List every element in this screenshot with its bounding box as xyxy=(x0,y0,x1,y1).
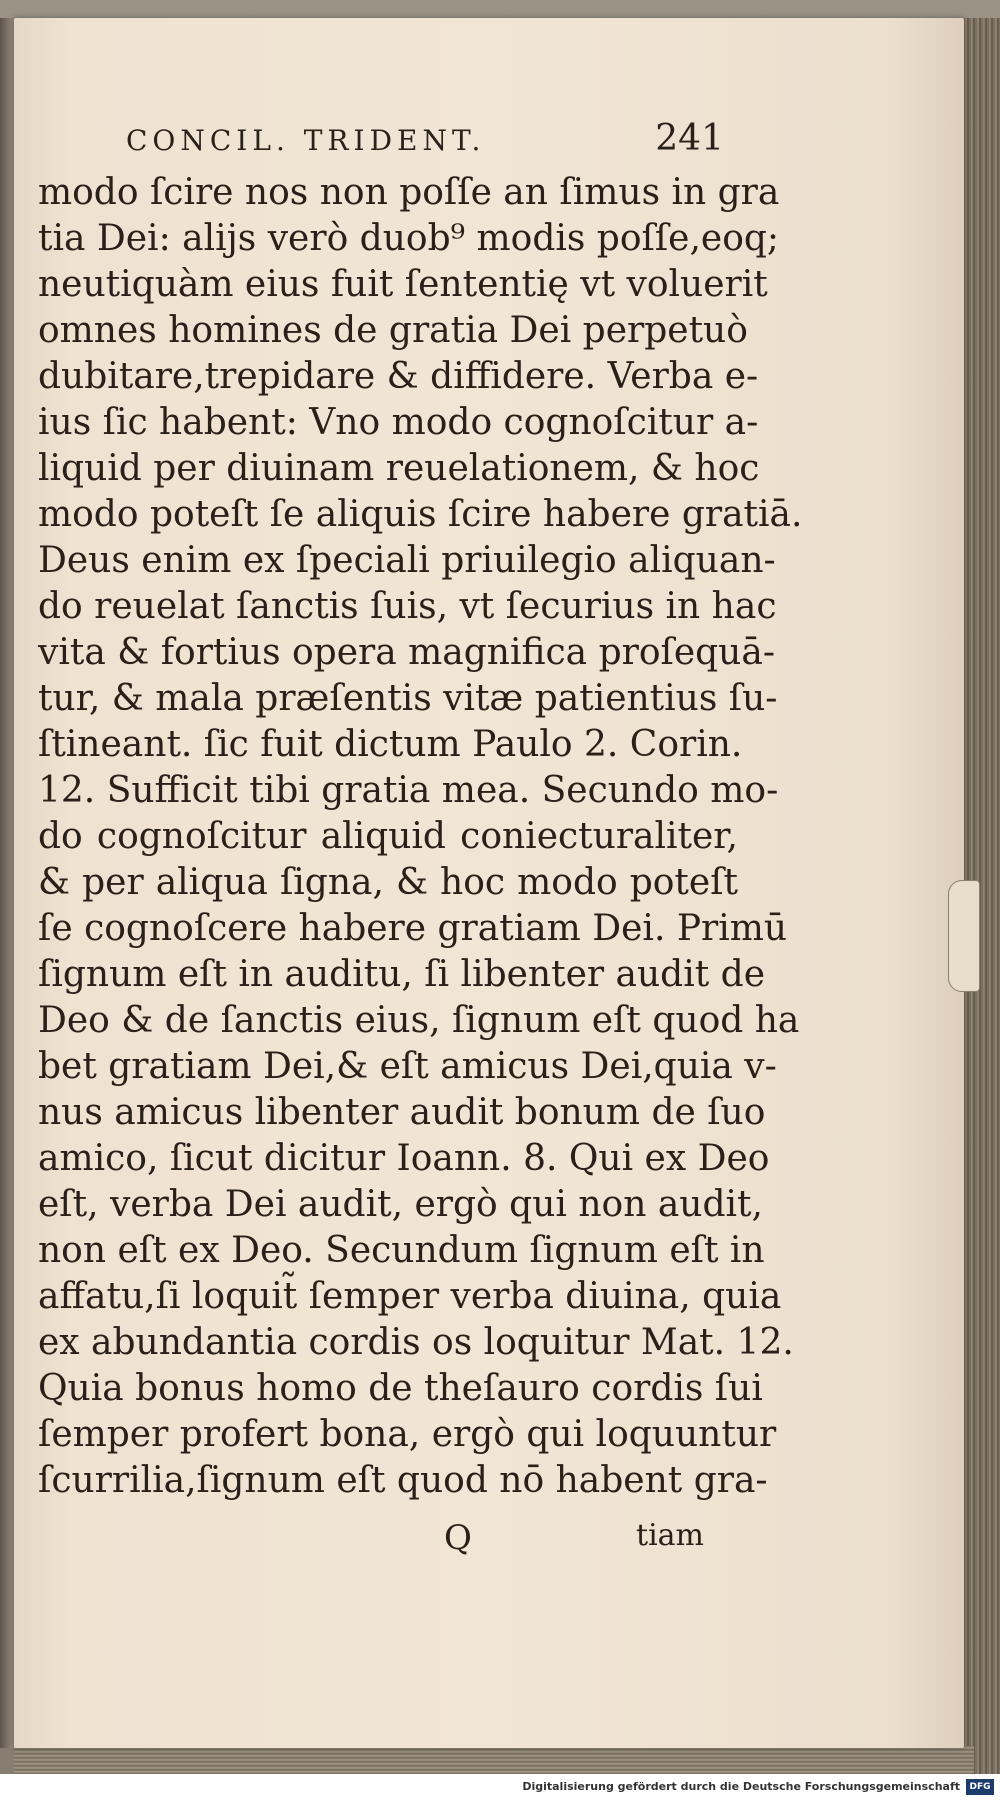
text-line: tia Dei: alijs verò duob⁹ modis poſſe,eoq; xyxy=(38,218,780,259)
catchword: tiam xyxy=(636,1518,704,1553)
page-number: 241 xyxy=(655,118,724,159)
bookmark-tab xyxy=(948,880,980,992)
text-line: 12. Sufficit tibi gratia mea. Secundo mo- xyxy=(38,770,779,811)
text-line: non eſt ex Deo. Secundum ſignum eſt in xyxy=(38,1230,765,1271)
page-header xyxy=(126,118,724,168)
text-line: do reuelat ſanctis ſuis, vt ſecurius in hac xyxy=(38,586,777,627)
text-block xyxy=(38,170,803,1504)
text-line: Deo & de ſanctis eius, ſignum eſt quod ha xyxy=(38,1000,800,1041)
text-line: ſemper profert bona, ergò qui loquuntur xyxy=(38,1414,777,1455)
text-line: eſt, verba Dei audit, ergò qui non audit, xyxy=(38,1184,763,1225)
text-line: ſtineant. ſic fuit dictum Paulo 2. Corin. xyxy=(38,724,743,765)
book-page xyxy=(14,18,964,1748)
text-line: omnes homines de gratia Dei perpetuò xyxy=(38,310,748,351)
text-line: modo poteſt ſe aliquis ſcire habere gratiā. xyxy=(38,494,803,535)
digitization-credit: Digitalisierung gefördert durch die Deutsche Forschungsgemeinschaft xyxy=(522,1780,960,1793)
book-bottom-edge xyxy=(14,1746,974,1774)
text-line: nus amicus libenter audit bonum de ſuo xyxy=(38,1092,766,1133)
text-line: dubitare,trepidare & diffidere. Verba e- xyxy=(38,356,759,397)
text-line: ſignum eſt in auditu, ſi libenter audit de xyxy=(38,954,765,995)
text-line: do cognoſcitur aliquid coniecturaliter, xyxy=(38,816,738,857)
text-line: Deus enim ex ſpeciali priuilegio aliquan- xyxy=(38,540,776,581)
text-line: ſe cognoſcere habere gratiam Dei. Primū xyxy=(38,908,788,949)
text-line: modo ſcire nos non poſſe an ſimus in gra xyxy=(38,172,780,213)
dfg-logo: DFG xyxy=(966,1779,994,1795)
text-line: ius ſic habent: Vno modo cognoſcitur a- xyxy=(38,402,759,443)
page-footer xyxy=(444,1518,704,1558)
text-line: ſcurrilia,ſignum eſt quod nō habent gra- xyxy=(38,1460,768,1501)
text-line: bet gratiam Dei,& eſt amicus Dei,quia v- xyxy=(38,1046,777,1087)
text-line: & per aliqua ſigna, & hoc modo poteſt xyxy=(38,862,738,903)
text-line: ex abundantia cordis os loquitur Mat. 12. xyxy=(38,1322,794,1363)
digitization-footer xyxy=(0,1774,1000,1800)
text-line: tur, & mala præſentis vitæ patientius ſu- xyxy=(38,678,778,719)
text-line: Quia bonus homo de theſauro cordis ſui xyxy=(38,1368,763,1409)
text-line: neutiquàm eius fuit ſententię vt voluerit xyxy=(38,264,768,305)
text-line: affatu,ſi loquit̃ ſemper verba diuina, quia xyxy=(38,1276,782,1317)
text-line: liquid per diuinam reuelationem, & hoc xyxy=(38,448,760,489)
text-line: vita & fortius opera magnifica proſequā- xyxy=(38,632,775,673)
text-line: amico, ſicut dicitur Ioann. 8. Qui ex Deo xyxy=(38,1138,770,1179)
running-head: CONCIL. TRIDENT. xyxy=(126,124,486,157)
signature-mark: Q xyxy=(444,1518,472,1558)
